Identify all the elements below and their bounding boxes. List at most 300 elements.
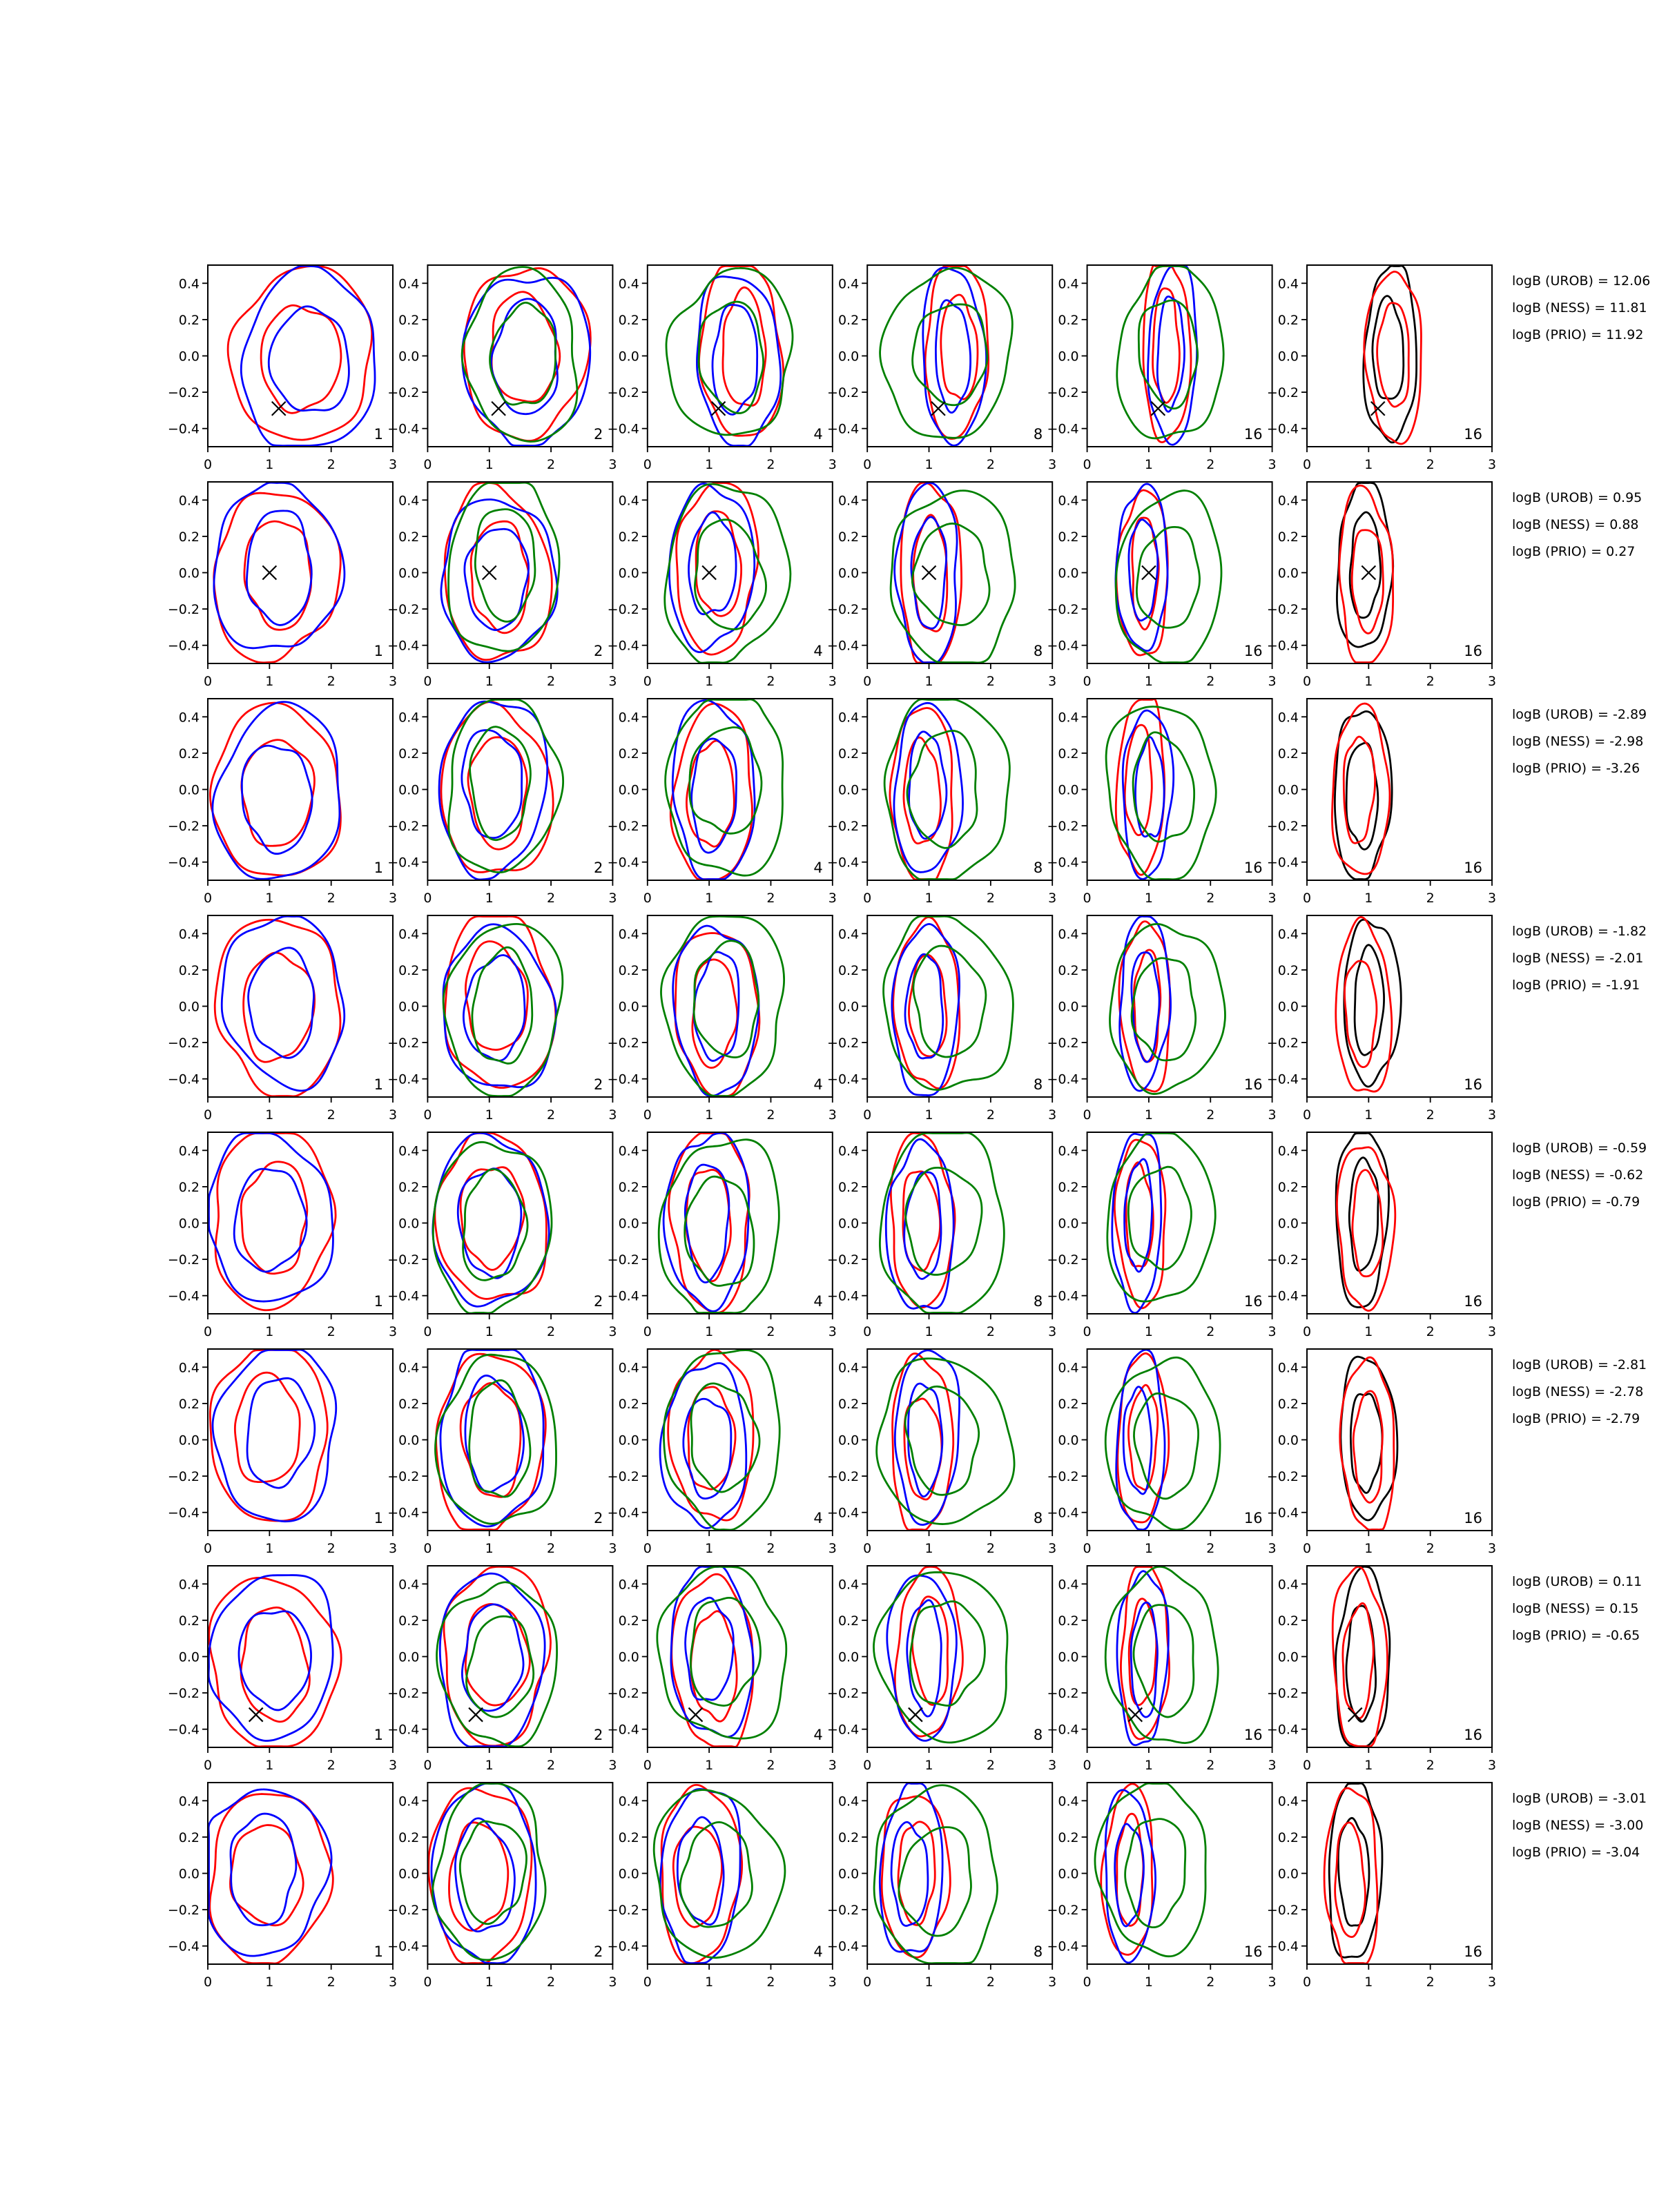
logb-annotation-line: logB (NESS) = -2.98 bbox=[1512, 734, 1644, 749]
contour-curves bbox=[209, 1575, 341, 1747]
y-tick-label: 0.4 bbox=[398, 1143, 420, 1159]
y-tick-label: 0.4 bbox=[398, 926, 420, 942]
x-tick-label: 0 bbox=[1302, 1758, 1312, 1773]
y-tick-label: 0.4 bbox=[1058, 1794, 1079, 1810]
axes-box bbox=[1307, 265, 1492, 447]
y-tick-label: −0.2 bbox=[827, 385, 860, 401]
logb-annotation-row-3 bbox=[1512, 707, 1647, 776]
y-tick-label: −0.2 bbox=[1047, 1903, 1079, 1919]
y-tick-label: 0.4 bbox=[178, 1577, 200, 1593]
subplot-corner-label: 16 bbox=[1243, 1727, 1263, 1743]
x-tick-label: 2 bbox=[327, 1541, 336, 1556]
contour-curves bbox=[462, 267, 590, 446]
y-tick-label: 0.2 bbox=[618, 962, 639, 978]
x-tick-label: 2 bbox=[986, 1324, 995, 1339]
y-tick-label: −0.4 bbox=[1266, 1505, 1299, 1521]
y-tick-label: −0.2 bbox=[387, 1903, 420, 1919]
axes-box bbox=[1307, 482, 1492, 663]
y-tick-label: −0.2 bbox=[167, 1686, 200, 1702]
y-tick-label: 0.0 bbox=[178, 999, 200, 1015]
x-tick-label: 2 bbox=[327, 674, 336, 689]
y-tick-label: 0.0 bbox=[398, 349, 420, 365]
x-tick-label: 2 bbox=[547, 891, 556, 906]
subplot-r5c2 bbox=[387, 1132, 617, 1339]
subplot-corner-label: 4 bbox=[813, 1510, 823, 1526]
y-tick-label: 0.4 bbox=[398, 1360, 420, 1376]
x-tick-label: 0 bbox=[423, 674, 432, 689]
true-value-x-marker bbox=[1142, 566, 1156, 580]
contour-curves bbox=[228, 266, 375, 446]
y-tick-label: 0.4 bbox=[1058, 276, 1079, 292]
y-tick-label: 0.4 bbox=[618, 1794, 639, 1810]
subplot-r2c6 bbox=[1267, 482, 1496, 689]
y-tick-label: 0.2 bbox=[837, 1830, 860, 1845]
x-tick-label: 3 bbox=[828, 1975, 837, 1990]
x-tick-label: 0 bbox=[643, 1541, 652, 1556]
x-tick-label: 0 bbox=[1302, 674, 1312, 689]
y-tick-label: 0.2 bbox=[1058, 746, 1079, 761]
y-tick-label: 0.0 bbox=[618, 999, 639, 1015]
x-tick-label: 1 bbox=[485, 1541, 494, 1556]
x-tick-label: 1 bbox=[265, 674, 274, 689]
subplot-corner-label: 16 bbox=[1464, 643, 1482, 659]
subplot-r3c4 bbox=[827, 699, 1056, 906]
x-tick-label: 1 bbox=[265, 457, 274, 472]
y-tick-label: −0.4 bbox=[827, 1071, 860, 1087]
subplot-corner-label: 16 bbox=[1464, 1293, 1482, 1310]
subplot-r6c4 bbox=[827, 1349, 1056, 1556]
y-tick-label: −0.2 bbox=[607, 1686, 639, 1702]
true-value-x-marker bbox=[922, 566, 936, 580]
subplot-corner-label: 8 bbox=[1033, 1076, 1043, 1093]
blue-contour-inner bbox=[713, 305, 757, 415]
y-tick-label: 0.0 bbox=[178, 1649, 200, 1665]
logb-annotation-line: logB (NESS) = -3.00 bbox=[1512, 1818, 1644, 1833]
y-tick-label: 0.0 bbox=[398, 565, 420, 581]
x-tick-label: 3 bbox=[388, 1541, 398, 1556]
subplot-r1c3 bbox=[608, 265, 837, 472]
subplot-corner-label: 2 bbox=[594, 1293, 603, 1310]
y-tick-label: 0.2 bbox=[178, 962, 200, 978]
x-tick-label: 3 bbox=[388, 891, 398, 906]
y-tick-label: 0.0 bbox=[837, 1866, 860, 1882]
axes-box bbox=[648, 1566, 833, 1747]
logb-annotation-line: logB (UROB) = 12.06 bbox=[1512, 273, 1651, 289]
contour-curves bbox=[1336, 1133, 1395, 1310]
black-contour-outer bbox=[1344, 920, 1402, 1087]
y-tick-label: 0.2 bbox=[1058, 312, 1079, 328]
y-tick-label: −0.4 bbox=[607, 1288, 639, 1304]
y-tick-label: 0.4 bbox=[1277, 1794, 1299, 1810]
y-tick-label: 0.4 bbox=[837, 1794, 860, 1810]
x-tick-label: 0 bbox=[1083, 457, 1092, 472]
y-tick-label: 0.2 bbox=[837, 1613, 860, 1629]
y-tick-label: 0.2 bbox=[1058, 962, 1079, 978]
contour-curves bbox=[666, 266, 793, 446]
x-tick-label: 1 bbox=[265, 1541, 274, 1556]
y-tick-label: −0.2 bbox=[1266, 819, 1299, 835]
contour-curves bbox=[210, 1350, 336, 1522]
y-tick-label: −0.2 bbox=[1047, 819, 1079, 835]
red-contour-outer bbox=[895, 1566, 962, 1736]
true-value-x-marker bbox=[688, 1708, 702, 1722]
y-tick-label: 0.2 bbox=[837, 962, 860, 978]
red-contour-inner bbox=[235, 1372, 300, 1482]
logb-annotation-line: logB (NESS) = -0.62 bbox=[1512, 1167, 1644, 1183]
y-tick-label: 0.4 bbox=[837, 276, 860, 292]
y-tick-label: 0.4 bbox=[1277, 276, 1299, 292]
y-tick-label: −0.4 bbox=[1266, 638, 1299, 654]
y-tick-label: −0.4 bbox=[827, 1288, 860, 1304]
y-tick-label: 0.2 bbox=[178, 312, 200, 328]
subplot-r7c2 bbox=[387, 1566, 617, 1773]
x-tick-label: 1 bbox=[1364, 1758, 1373, 1773]
subplot-corner-label: 4 bbox=[813, 1293, 823, 1310]
x-tick-label: 3 bbox=[388, 457, 398, 472]
subplot-r5c1 bbox=[168, 1132, 397, 1339]
x-tick-label: 0 bbox=[1302, 1975, 1312, 1990]
y-tick-label: 0.4 bbox=[1277, 1143, 1299, 1159]
y-tick-label: −0.4 bbox=[1266, 1288, 1299, 1304]
x-tick-label: 0 bbox=[203, 1975, 213, 1990]
x-tick-label: 2 bbox=[327, 1107, 336, 1123]
x-tick-label: 0 bbox=[1302, 891, 1312, 906]
x-tick-label: 1 bbox=[705, 457, 714, 472]
subplot-corner-label: 1 bbox=[374, 1510, 383, 1526]
y-tick-label: −0.4 bbox=[1047, 421, 1079, 437]
x-tick-label: 0 bbox=[1083, 1975, 1092, 1990]
x-tick-label: 1 bbox=[485, 1107, 494, 1123]
x-tick-label: 0 bbox=[863, 1975, 872, 1990]
y-tick-label: −0.2 bbox=[1266, 1036, 1299, 1051]
contour-curves bbox=[1117, 266, 1223, 445]
y-tick-label: 0.4 bbox=[837, 710, 860, 726]
x-tick-label: 3 bbox=[1048, 674, 1057, 689]
logb-annotation-line: logB (PRIO) = -0.79 bbox=[1512, 1194, 1640, 1210]
logb-annotation-row-1 bbox=[1512, 273, 1650, 342]
subplot-r1c5 bbox=[1047, 265, 1276, 472]
x-tick-label: 0 bbox=[1083, 1324, 1092, 1339]
true-value-x-marker bbox=[492, 402, 505, 416]
y-tick-label: 0.2 bbox=[1277, 1830, 1299, 1845]
x-tick-label: 1 bbox=[1144, 1324, 1153, 1339]
x-tick-label: 0 bbox=[423, 457, 432, 472]
y-tick-label: 0.0 bbox=[1277, 1866, 1299, 1882]
y-tick-label: 0.2 bbox=[618, 746, 639, 761]
y-tick-label: 0.0 bbox=[1277, 1649, 1299, 1665]
y-tick-label: 0.4 bbox=[178, 1794, 200, 1810]
logb-annotation-line: logB (PRIO) = -3.26 bbox=[1512, 761, 1640, 776]
subplot-corner-label: 4 bbox=[813, 426, 823, 443]
green-contour-inner bbox=[905, 1167, 982, 1274]
red-contour-outer bbox=[215, 1133, 336, 1310]
contour-curves bbox=[873, 1566, 1007, 1743]
y-tick-label: 0.0 bbox=[618, 565, 639, 581]
y-tick-label: 0.2 bbox=[398, 312, 420, 328]
subplot-corner-label: 2 bbox=[594, 426, 603, 443]
x-tick-label: 3 bbox=[1487, 1975, 1497, 1990]
x-tick-label: 1 bbox=[924, 674, 933, 689]
y-tick-label: 0.4 bbox=[618, 493, 639, 509]
subplot-corner-label: 8 bbox=[1033, 1293, 1043, 1310]
x-tick-label: 2 bbox=[547, 1107, 556, 1123]
y-tick-label: −0.2 bbox=[167, 819, 200, 835]
x-tick-label: 0 bbox=[1083, 674, 1092, 689]
contour-curves bbox=[215, 916, 345, 1096]
contour-curves bbox=[437, 1566, 557, 1747]
x-tick-label: 0 bbox=[863, 1324, 872, 1339]
contour-curves bbox=[1106, 699, 1216, 880]
x-tick-label: 2 bbox=[986, 1758, 995, 1773]
y-tick-label: 0.4 bbox=[1058, 710, 1079, 726]
y-tick-label: 0.0 bbox=[178, 1433, 200, 1448]
y-tick-label: 0.2 bbox=[178, 746, 200, 761]
subplot-r6c6 bbox=[1267, 1349, 1496, 1556]
subplot-corner-label: 1 bbox=[374, 426, 383, 443]
subplot-corner-label: 8 bbox=[1033, 426, 1043, 443]
x-tick-label: 0 bbox=[643, 674, 652, 689]
y-tick-label: −0.4 bbox=[167, 1071, 200, 1087]
x-tick-label: 1 bbox=[705, 1107, 714, 1123]
x-tick-label: 3 bbox=[1048, 1541, 1057, 1556]
x-tick-label: 3 bbox=[828, 457, 837, 472]
x-tick-label: 0 bbox=[1083, 1758, 1092, 1773]
x-tick-label: 2 bbox=[1206, 457, 1215, 472]
green-contour-inner bbox=[690, 727, 762, 833]
y-tick-label: 0.4 bbox=[398, 276, 420, 292]
x-tick-label: 3 bbox=[1268, 674, 1277, 689]
subplot-r5c6 bbox=[1267, 1132, 1496, 1339]
y-tick-label: 0.0 bbox=[837, 565, 860, 581]
subplot-r5c4 bbox=[827, 1132, 1056, 1339]
axes-box bbox=[1307, 915, 1492, 1097]
y-tick-label: −0.2 bbox=[167, 1903, 200, 1919]
y-tick-label: 0.0 bbox=[178, 565, 200, 581]
axes-box bbox=[867, 265, 1052, 447]
subplot-corner-label: 4 bbox=[813, 643, 823, 659]
subplot-r3c1 bbox=[168, 699, 397, 906]
x-tick-label: 1 bbox=[705, 891, 714, 906]
y-tick-label: 0.0 bbox=[398, 1649, 420, 1665]
y-tick-label: 0.0 bbox=[1058, 1433, 1079, 1448]
y-tick-label: 0.2 bbox=[837, 746, 860, 761]
red-contour-inner bbox=[1129, 1385, 1158, 1490]
y-tick-label: 0.4 bbox=[618, 1360, 639, 1376]
subplot-r8c4 bbox=[827, 1783, 1056, 1990]
y-tick-label: −0.4 bbox=[827, 1505, 860, 1521]
y-tick-label: 0.2 bbox=[178, 1830, 200, 1845]
x-tick-label: 3 bbox=[828, 1541, 837, 1556]
axes-box bbox=[1307, 1132, 1492, 1314]
x-tick-label: 3 bbox=[1487, 1107, 1497, 1123]
axes-box bbox=[1307, 1566, 1492, 1747]
y-tick-label: 0.0 bbox=[1058, 1649, 1079, 1665]
y-tick-label: −0.4 bbox=[607, 1722, 639, 1738]
blue-contour-inner bbox=[247, 1378, 315, 1488]
contour-curves bbox=[1332, 704, 1392, 880]
x-tick-label: 2 bbox=[766, 1758, 775, 1773]
subplot-r8c3 bbox=[608, 1783, 837, 1990]
x-tick-label: 3 bbox=[1048, 891, 1057, 906]
y-tick-label: −0.4 bbox=[1047, 638, 1079, 654]
contour-curves bbox=[433, 1133, 552, 1313]
contour-curves bbox=[1364, 266, 1422, 444]
y-tick-label: 0.0 bbox=[1058, 1866, 1079, 1882]
x-tick-label: 2 bbox=[986, 1975, 995, 1990]
y-tick-label: 0.0 bbox=[398, 1216, 420, 1232]
logb-annotation-line: logB (PRIO) = 0.27 bbox=[1512, 544, 1636, 559]
x-tick-label: 2 bbox=[766, 674, 775, 689]
x-tick-label: 0 bbox=[863, 1541, 872, 1556]
logb-annotation-line: logB (UROB) = -0.59 bbox=[1512, 1141, 1647, 1156]
x-tick-label: 2 bbox=[986, 457, 995, 472]
subplot-r7c5 bbox=[1047, 1566, 1276, 1773]
x-tick-label: 1 bbox=[705, 674, 714, 689]
x-tick-label: 1 bbox=[1364, 1107, 1373, 1123]
subplot-corner-label: 2 bbox=[594, 1727, 603, 1743]
y-tick-label: 0.4 bbox=[178, 710, 200, 726]
contour-curves bbox=[1107, 1133, 1215, 1312]
y-tick-label: −0.4 bbox=[167, 638, 200, 654]
blue-contour-inner bbox=[242, 746, 312, 854]
red-contour-inner bbox=[244, 521, 311, 630]
y-tick-label: −0.4 bbox=[387, 638, 420, 654]
black-contour-inner bbox=[1350, 1394, 1382, 1493]
y-tick-label: 0.4 bbox=[618, 710, 639, 726]
x-tick-label: 1 bbox=[705, 1975, 714, 1990]
x-tick-label: 2 bbox=[1206, 1541, 1215, 1556]
logb-annotation-line: logB (PRIO) = -3.04 bbox=[1512, 1845, 1640, 1860]
x-tick-label: 3 bbox=[1048, 1758, 1057, 1773]
contour-curves bbox=[657, 1566, 786, 1747]
y-tick-label: 0.2 bbox=[178, 1613, 200, 1629]
x-tick-label: 3 bbox=[388, 1975, 398, 1990]
x-tick-label: 0 bbox=[203, 891, 213, 906]
red-contour-inner bbox=[261, 305, 341, 413]
y-tick-label: 0.0 bbox=[837, 999, 860, 1015]
green-contour-inner bbox=[913, 946, 986, 1057]
y-tick-label: 0.4 bbox=[618, 276, 639, 292]
x-tick-label: 0 bbox=[863, 457, 872, 472]
y-tick-label: 0.2 bbox=[178, 529, 200, 545]
y-tick-label: −0.2 bbox=[607, 819, 639, 835]
contour-curves bbox=[439, 699, 563, 880]
green-contour-outer bbox=[880, 268, 1013, 438]
y-tick-label: −0.4 bbox=[607, 1939, 639, 1954]
y-tick-label: 0.2 bbox=[618, 1830, 639, 1845]
x-tick-label: 3 bbox=[388, 1107, 398, 1123]
logb-annotation-line: logB (NESS) = 0.15 bbox=[1512, 1601, 1639, 1616]
y-tick-label: 0.0 bbox=[178, 1216, 200, 1232]
y-tick-label: 0.0 bbox=[1058, 1216, 1079, 1232]
y-tick-label: 0.2 bbox=[618, 1179, 639, 1195]
true-value-x-marker bbox=[909, 1708, 922, 1722]
axes-box bbox=[208, 915, 393, 1097]
subplot-r4c5 bbox=[1047, 915, 1276, 1123]
contour-curves bbox=[660, 1350, 779, 1530]
axes-box bbox=[867, 1132, 1052, 1314]
x-tick-label: 2 bbox=[327, 457, 336, 472]
subplot-corner-label: 16 bbox=[1243, 860, 1263, 876]
x-tick-label: 3 bbox=[1268, 1541, 1277, 1556]
y-tick-label: −0.2 bbox=[1047, 1686, 1079, 1702]
subplot-r4c6 bbox=[1267, 915, 1496, 1123]
y-tick-label: 0.0 bbox=[1277, 565, 1299, 581]
y-tick-label: 0.0 bbox=[178, 782, 200, 798]
blue-contour-outer bbox=[209, 1133, 333, 1301]
x-tick-label: 3 bbox=[1268, 1324, 1277, 1339]
x-tick-label: 3 bbox=[1487, 457, 1497, 472]
contour-curves bbox=[884, 916, 1014, 1096]
y-tick-label: −0.2 bbox=[827, 1903, 860, 1919]
y-tick-label: 0.0 bbox=[178, 349, 200, 365]
y-tick-label: −0.4 bbox=[1266, 855, 1299, 871]
y-tick-label: 0.4 bbox=[837, 1577, 860, 1593]
y-tick-label: −0.2 bbox=[387, 1469, 420, 1485]
true-value-x-marker bbox=[469, 1708, 483, 1722]
y-tick-label: −0.2 bbox=[607, 602, 639, 618]
contour-curves bbox=[1105, 1566, 1218, 1745]
true-value-x-marker bbox=[702, 566, 716, 580]
contour-curves bbox=[1337, 483, 1393, 662]
green-contour-outer bbox=[666, 699, 783, 875]
y-tick-label: −0.4 bbox=[607, 1071, 639, 1087]
x-tick-label: 0 bbox=[1302, 457, 1312, 472]
y-tick-label: −0.2 bbox=[607, 1903, 639, 1919]
red-contour-inner bbox=[941, 295, 978, 399]
x-tick-label: 3 bbox=[608, 457, 617, 472]
x-tick-label: 2 bbox=[1426, 674, 1435, 689]
y-tick-label: 0.2 bbox=[398, 1396, 420, 1412]
subplot-corner-label: 4 bbox=[813, 1076, 823, 1093]
blue-contour-inner bbox=[246, 511, 311, 625]
subplot-r7c6 bbox=[1267, 1566, 1496, 1773]
y-tick-label: 0.2 bbox=[1277, 312, 1299, 328]
y-tick-label: −0.2 bbox=[167, 602, 200, 618]
y-tick-label: −0.4 bbox=[607, 1505, 639, 1521]
y-tick-label: 0.2 bbox=[1058, 1396, 1079, 1412]
y-tick-label: 0.4 bbox=[837, 1143, 860, 1159]
subplot-r8c1 bbox=[168, 1783, 397, 1990]
x-tick-label: 0 bbox=[203, 1541, 213, 1556]
subplot-corner-label: 1 bbox=[374, 1076, 383, 1093]
y-tick-label: 0.2 bbox=[1277, 529, 1299, 545]
y-tick-label: −0.4 bbox=[827, 1939, 860, 1954]
x-tick-label: 3 bbox=[1048, 457, 1057, 472]
y-tick-label: 0.4 bbox=[398, 1794, 420, 1810]
x-tick-label: 1 bbox=[1144, 1107, 1153, 1123]
x-tick-label: 1 bbox=[1364, 1541, 1373, 1556]
red-contour-outer bbox=[669, 1133, 750, 1312]
x-tick-label: 0 bbox=[423, 891, 432, 906]
y-tick-label: −0.4 bbox=[1266, 421, 1299, 437]
x-tick-label: 1 bbox=[1364, 674, 1373, 689]
contour-curves bbox=[877, 1350, 1014, 1530]
y-tick-label: −0.4 bbox=[387, 855, 420, 871]
logb-annotation-row-6 bbox=[1512, 1357, 1647, 1426]
subplot-corner-label: 4 bbox=[813, 1943, 823, 1960]
x-tick-label: 0 bbox=[1083, 891, 1092, 906]
y-tick-label: 0.4 bbox=[1058, 1143, 1079, 1159]
y-tick-label: 0.4 bbox=[837, 926, 860, 942]
true-value-x-marker bbox=[1348, 1708, 1362, 1722]
contour-curves bbox=[1110, 916, 1225, 1094]
contour-curves bbox=[665, 483, 791, 663]
x-tick-label: 1 bbox=[1144, 457, 1153, 472]
contour-curves bbox=[1333, 1566, 1390, 1747]
black-contour-inner bbox=[1346, 1606, 1376, 1722]
red-contour-inner bbox=[492, 292, 560, 402]
